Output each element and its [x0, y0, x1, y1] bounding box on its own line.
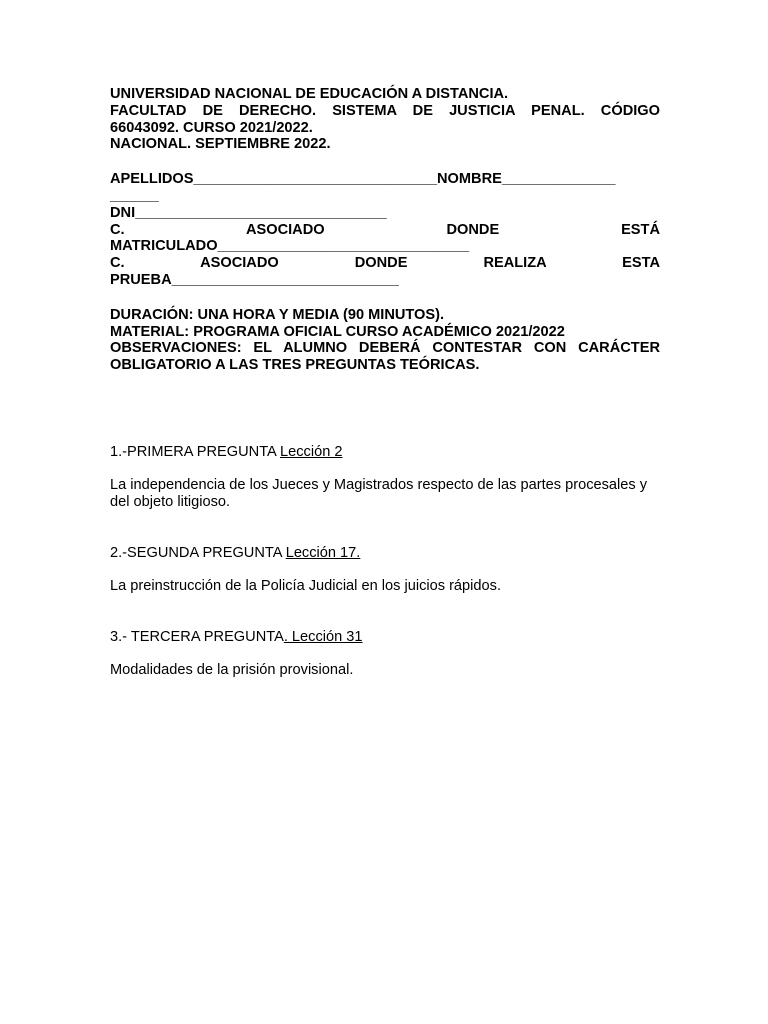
question-1-lesson: Lección 2 — [280, 443, 343, 460]
matriculado-field: MATRICULADO_______________________________ — [110, 238, 470, 255]
question-3-text: Modalidades de la prisión provisional. — [110, 661, 354, 678]
observations-line-2: OBLIGATORIO A LAS TRES PREGUNTAS TEÓRICAS. — [110, 357, 480, 374]
exam-session-line: NACIONAL. SEPTIEMBRE 2022. — [110, 136, 331, 153]
asociado-matricula-label: C. ASOCIADO DONDE ESTÁ — [110, 221, 660, 238]
observations-line: OBSERVACIONES: EL ALUMNO DEBERÁ CONTESTAR CON CARÁCTER — [110, 340, 660, 357]
university-name: UNIVERSIDAD NACIONAL DE EDUCACIÓN A DISTANCIA. — [110, 86, 509, 102]
question-1-text: La independencia de los Jueces y Magistrados respecto de las partes procesales y del objeto litigioso. — [110, 476, 648, 510]
prueba-field: PRUEBA____________________________ — [110, 271, 399, 288]
question-3-lesson: . Lección 31 — [283, 628, 363, 645]
asociado-prueba-label: C. ASOCIADO DONDE REALIZA ESTA — [110, 255, 660, 272]
question-2-text: La preinstrucción de la Policía Judicial en los juicios rápidos. — [110, 577, 501, 594]
dni-field: DNI_______________________________ — [110, 204, 387, 221]
question-2-title: 2.-SEGUNDA PREGUNTA Lección 17. — [110, 544, 361, 561]
question-3-title: 3.- TERCERA PREGUNTA. Lección 31 — [110, 628, 363, 645]
duration-line: DURACIÓN: UNA HORA Y MEDIA (90 MINUTOS). — [110, 306, 445, 323]
exam-header — [110, 86, 660, 374]
course-code-line: 66043092. CURSO 2021/2022. — [110, 119, 313, 136]
field-wrap-line: ______ — [110, 187, 159, 204]
question-1-title: 1.-PRIMERA PREGUNTA Lección 2 — [110, 443, 343, 460]
apellidos-nombre-field: APELLIDOS______________________________NOMBRE______________ — [110, 171, 616, 188]
question-2-lesson: Lección 17. — [285, 544, 361, 561]
faculty-line: FACULTAD DE DERECHO. SISTEMA DE JUSTICIA PENAL. CÓDIGO — [110, 102, 660, 119]
material-line: MATERIAL: PROGRAMA OFICIAL CURSO ACADÉMICO 2021/2022 — [110, 323, 565, 340]
exam-page — [110, 86, 660, 679]
